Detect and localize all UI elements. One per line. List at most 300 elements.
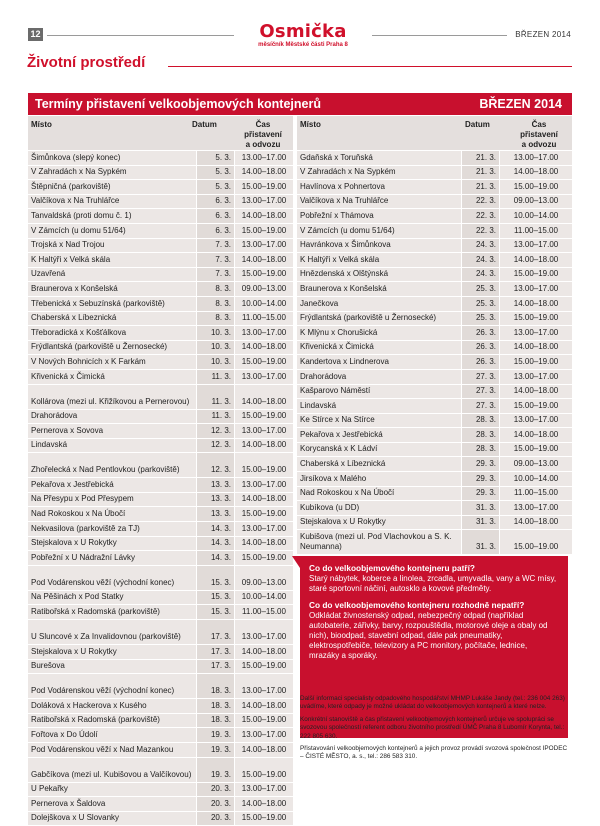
cell-time: 11.00–15.00 bbox=[235, 312, 293, 326]
cell-time: 14.00–18.00 bbox=[235, 797, 293, 811]
cell-date: 27. 3. bbox=[462, 399, 500, 413]
note-contact: Konkrétní stanoviště a čas přistavení velkoobjemových kontejnerů určuje ve spolupráci se svozovou společností referent odboru životního prostředí ÚMČ Praha 8 Lubomír Korynta, tel.: 222 805 630. bbox=[300, 715, 565, 740]
cell-place: Drahorádova bbox=[297, 370, 462, 384]
cell-date: 29. 3. bbox=[462, 472, 500, 486]
cell-date: 13. 3. bbox=[197, 493, 235, 507]
cell-place: Pod Vodárenskou věží (východní konec) bbox=[28, 566, 197, 590]
table-row bbox=[28, 620, 293, 645]
cell-time: 15.00–19.00 bbox=[235, 268, 293, 282]
cell-time: 14.00–18.00 bbox=[235, 439, 293, 453]
cell-date: 15. 3. bbox=[197, 605, 235, 619]
table-row bbox=[28, 209, 293, 224]
table-row bbox=[297, 224, 572, 239]
cell-time: 14.00–18.00 bbox=[235, 493, 293, 507]
cell-date: 21. 3. bbox=[462, 151, 500, 165]
table-row bbox=[28, 370, 293, 385]
cell-date: 24. 3. bbox=[462, 253, 500, 267]
cell-date: 5. 3. bbox=[197, 180, 235, 194]
cell-date: 17. 3. bbox=[197, 645, 235, 659]
cell-place: Dolejškova x U Slovanky bbox=[28, 812, 197, 826]
cell-time: 13.00–17.00 bbox=[235, 783, 293, 797]
cell-date: 13. 3. bbox=[197, 478, 235, 492]
table-row bbox=[297, 195, 572, 210]
table-row bbox=[297, 180, 572, 195]
cell-date: 7. 3. bbox=[197, 268, 235, 282]
cell-time: 13.00–17.00 bbox=[235, 370, 293, 384]
cell-place: Chaberská x Líbeznická bbox=[297, 457, 462, 471]
cell-date: 31. 3. bbox=[462, 501, 500, 515]
table-row bbox=[28, 537, 293, 552]
table-row bbox=[28, 645, 293, 660]
header-place: Místo bbox=[31, 120, 52, 129]
cell-date: 7. 3. bbox=[197, 239, 235, 253]
cell-time: 09.00–13.00 bbox=[235, 282, 293, 296]
table-row bbox=[28, 312, 293, 327]
table-row bbox=[28, 253, 293, 268]
cell-date: 6. 3. bbox=[197, 195, 235, 209]
cell-time: 13.00–17.00 bbox=[235, 151, 293, 165]
table-row bbox=[297, 399, 572, 414]
table-row bbox=[28, 758, 293, 783]
cell-date: 28. 3. bbox=[462, 414, 500, 428]
cell-date: 20. 3. bbox=[197, 783, 235, 797]
info-answer-allowed: Starý nábytek, koberce a linolea, zrcadla, umyvadla, vany a WC mísy, staré sportovní náčiní, autosklo a kovové předměty. bbox=[309, 574, 557, 593]
cell-time: 13.00–17.00 bbox=[500, 282, 572, 296]
table-row bbox=[297, 312, 572, 327]
table-row bbox=[28, 453, 293, 478]
cell-time: 13.00–17.00 bbox=[235, 522, 293, 536]
cell-place: Nad Rokoskou x Na Úbočí bbox=[297, 487, 462, 501]
cell-date: 15. 3. bbox=[197, 591, 235, 605]
cell-place: Pernerova x Šaldova bbox=[28, 797, 197, 811]
cell-place: V Zámcích (u domu 51/64) bbox=[297, 224, 462, 238]
header-time: Čas přistavení a odvozu bbox=[520, 120, 558, 149]
cell-date: 11. 3. bbox=[197, 385, 235, 409]
section-rule bbox=[168, 66, 572, 67]
cell-time: 15.00–19.00 bbox=[235, 410, 293, 424]
cell-time: 14.00–18.00 bbox=[500, 341, 572, 355]
cell-time: 15.00–19.00 bbox=[235, 551, 293, 565]
table-row bbox=[28, 605, 293, 620]
cell-date: 5. 3. bbox=[197, 151, 235, 165]
cell-date: 13. 3. bbox=[197, 507, 235, 521]
cell-date: 18. 3. bbox=[197, 714, 235, 728]
cell-place: Stejskalova x U Rokytky bbox=[297, 516, 462, 530]
cell-time: 13.00–17.00 bbox=[235, 326, 293, 340]
cell-time: 15.00–19.00 bbox=[235, 180, 293, 194]
cell-place: Lindavská bbox=[28, 439, 197, 453]
cell-place: Korycanská x K Ládví bbox=[297, 443, 462, 457]
cell-place: Pod Vodárenskou věží (východní konec) bbox=[28, 674, 197, 698]
cell-time: 09.00–13.00 bbox=[500, 195, 572, 209]
cell-time: 14.00–18.00 bbox=[235, 385, 293, 409]
table-row bbox=[297, 166, 572, 181]
cell-place: Pobřežní x Thámova bbox=[297, 209, 462, 223]
table-row bbox=[297, 370, 572, 385]
table-row bbox=[28, 166, 293, 181]
cell-time: 15.00–19.00 bbox=[235, 660, 293, 674]
cell-time: 14.00–18.00 bbox=[235, 537, 293, 551]
cell-date: 25. 3. bbox=[462, 312, 500, 326]
cell-place: Pernerova x Sovova bbox=[28, 424, 197, 438]
table-row bbox=[297, 428, 572, 443]
note-mhmp: Další informaci specialisty odpadového hospodářství MHMP Lukáše Jandy (tel.: 236 004 263) uvádíme, které odpady je možné ukládat do velkoobjemových kontejnerů a které nelze. bbox=[300, 695, 565, 711]
cell-time: 14.00–18.00 bbox=[500, 253, 572, 267]
table-row bbox=[28, 566, 293, 591]
cell-place: Na Přesypu x Pod Přesypem bbox=[28, 493, 197, 507]
table-row bbox=[28, 268, 293, 283]
table-row bbox=[28, 660, 293, 675]
table-row bbox=[297, 239, 572, 254]
cell-date: 22. 3. bbox=[462, 195, 500, 209]
cell-time: 15.00–19.00 bbox=[235, 714, 293, 728]
cell-date: 26. 3. bbox=[462, 326, 500, 340]
cell-date: 27. 3. bbox=[462, 370, 500, 384]
cell-date: 26. 3. bbox=[462, 355, 500, 369]
cell-date: 14. 3. bbox=[197, 522, 235, 536]
cell-time: 15.00–19.00 bbox=[235, 355, 293, 369]
cell-place: Ratibořská x Radomská (parkoviště) bbox=[28, 714, 197, 728]
cell-date: 19. 3. bbox=[197, 758, 235, 782]
table-body bbox=[297, 151, 572, 555]
table-row bbox=[28, 224, 293, 239]
cell-date: 18. 3. bbox=[197, 674, 235, 698]
cell-place: Pod Vodárenskou věží x Nad Mazankou bbox=[28, 743, 197, 757]
cell-time: 15.00–19.00 bbox=[500, 180, 572, 194]
cell-place: Stejskalova x U Rokytky bbox=[28, 537, 197, 551]
cell-place: Šimůnkova (slepý konec) bbox=[28, 151, 197, 165]
table-row bbox=[28, 728, 293, 743]
cell-date: 8. 3. bbox=[197, 297, 235, 311]
table-row bbox=[28, 699, 293, 714]
cell-date: 31. 3. bbox=[462, 530, 500, 554]
table-body bbox=[28, 151, 293, 826]
page-number: 12 bbox=[28, 28, 43, 41]
table-row bbox=[28, 493, 293, 508]
cell-place: Trojská x Nad Trojou bbox=[28, 239, 197, 253]
cell-date: 28. 3. bbox=[462, 443, 500, 457]
cell-date: 24. 3. bbox=[462, 268, 500, 282]
table-row bbox=[28, 812, 293, 826]
table-row bbox=[28, 355, 293, 370]
header-date: Datum bbox=[192, 120, 217, 129]
cell-place: Křivenická x Čimická bbox=[28, 370, 197, 384]
table-row bbox=[28, 151, 293, 166]
cell-date: 6. 3. bbox=[197, 224, 235, 238]
cell-place: Nad Rokoskou x Na Úbočí bbox=[28, 507, 197, 521]
cell-date: 25. 3. bbox=[462, 297, 500, 311]
cell-time: 14.00–18.00 bbox=[235, 699, 293, 713]
cell-place: Lindavská bbox=[297, 399, 462, 413]
cell-date: 20. 3. bbox=[197, 797, 235, 811]
cell-place: Nekvasilova (parkoviště za TJ) bbox=[28, 522, 197, 536]
cell-date: 22. 3. bbox=[462, 224, 500, 238]
header-rule-left bbox=[47, 35, 234, 36]
table-row bbox=[28, 410, 293, 425]
table-row bbox=[28, 674, 293, 699]
table-row bbox=[297, 414, 572, 429]
cell-time: 14.00–18.00 bbox=[500, 516, 572, 530]
section-title: Životní prostředí bbox=[27, 54, 146, 71]
info-question-allowed: Co do velkoobjemového kontejneru patří? bbox=[309, 563, 475, 573]
cell-place: Havlínova x Pohnertova bbox=[297, 180, 462, 194]
cell-date: 20. 3. bbox=[197, 812, 235, 826]
table-row bbox=[28, 282, 293, 297]
cell-time: 13.00–17.00 bbox=[235, 424, 293, 438]
cell-time: 14.00–18.00 bbox=[500, 385, 572, 399]
cell-place: Gabčíkova (mezi ul. Kubišovou a Valčíkovou) bbox=[28, 758, 197, 782]
table-row bbox=[297, 253, 572, 268]
cell-date: 10. 3. bbox=[197, 341, 235, 355]
header-place: Místo bbox=[300, 120, 321, 129]
cell-place: Kandertova x Lindnerova bbox=[297, 355, 462, 369]
cell-place: Štěpničná (parkoviště) bbox=[28, 180, 197, 194]
cell-date: 26. 3. bbox=[462, 341, 500, 355]
cell-time: 11.00–15.00 bbox=[500, 224, 572, 238]
cell-place: Kubišova (mezi ul. Pod Vlachovkou a S. K. Neumanna) bbox=[297, 530, 462, 554]
header-rule-right bbox=[372, 35, 507, 36]
cell-time: 15.00–19.00 bbox=[235, 507, 293, 521]
footnotes bbox=[300, 695, 572, 766]
table-row bbox=[297, 326, 572, 341]
cell-time: 13.00–17.00 bbox=[500, 414, 572, 428]
table-row bbox=[297, 341, 572, 356]
table-row bbox=[28, 195, 293, 210]
cell-time: 14.00–18.00 bbox=[235, 253, 293, 267]
table-row bbox=[28, 341, 293, 356]
cell-date: 17. 3. bbox=[197, 620, 235, 644]
cell-time: 15.00–19.00 bbox=[235, 812, 293, 826]
table-row bbox=[297, 355, 572, 370]
cell-place: Ratibořská x Radomská (parkoviště) bbox=[28, 605, 197, 619]
cell-time: 15.00–19.00 bbox=[500, 399, 572, 413]
banner-title: Termíny přistavení velkoobjemových kontejnerů bbox=[35, 97, 321, 111]
cell-time: 14.00–18.00 bbox=[500, 297, 572, 311]
cell-place: Braunerova x Konšelská bbox=[28, 282, 197, 296]
table-banner bbox=[28, 93, 572, 115]
table-row bbox=[28, 439, 293, 454]
cell-place: Frýdlantská (parkoviště u Žernosecké) bbox=[297, 312, 462, 326]
cell-place: Pekařova x Jestřebická bbox=[28, 478, 197, 492]
cell-place: Kašparovo Náměstí bbox=[297, 385, 462, 399]
cell-time: 13.00–17.00 bbox=[500, 501, 572, 515]
cell-date: 14. 3. bbox=[197, 551, 235, 565]
cell-date: 10. 3. bbox=[197, 326, 235, 340]
cell-place: Ke Stírce x Na Stírce bbox=[297, 414, 462, 428]
cell-date: 7. 3. bbox=[197, 253, 235, 267]
issue-date: BŘEZEN 2014 bbox=[515, 30, 571, 39]
info-question-forbidden: Co do velkoobjemového kontejneru rozhodně nepatří? bbox=[309, 600, 525, 610]
table-row bbox=[28, 522, 293, 537]
cell-place: Gdaňská x Toruňská bbox=[297, 151, 462, 165]
cell-time: 14.00–18.00 bbox=[235, 209, 293, 223]
cell-place: Frýdlantská (parkoviště u Žernosecké) bbox=[28, 341, 197, 355]
cell-time: 13.00–17.00 bbox=[235, 620, 293, 644]
cell-date: 25. 3. bbox=[462, 282, 500, 296]
cell-date: 29. 3. bbox=[462, 457, 500, 471]
cell-place: Braunerova x Konšelská bbox=[297, 282, 462, 296]
table-row bbox=[28, 783, 293, 798]
table-header bbox=[297, 116, 572, 151]
cell-time: 10.00–14.00 bbox=[500, 209, 572, 223]
cell-date: 14. 3. bbox=[197, 537, 235, 551]
cell-time: 15.00–19.00 bbox=[500, 268, 572, 282]
table-row bbox=[28, 591, 293, 606]
cell-place: Pobřežní x U Nádražní Lávky bbox=[28, 551, 197, 565]
cell-place: U Sluncové x Za Invalidovnou (parkoviště) bbox=[28, 620, 197, 644]
table-row bbox=[297, 151, 572, 166]
cell-time: 11.00–15.00 bbox=[235, 605, 293, 619]
cell-time: 13.00–17.00 bbox=[235, 478, 293, 492]
table-row bbox=[28, 507, 293, 522]
table-header bbox=[28, 116, 293, 151]
cell-place: Fořtova x Do Údolí bbox=[28, 728, 197, 742]
cell-time: 13.00–17.00 bbox=[235, 728, 293, 742]
cell-place: Třeboradická x Košťálkova bbox=[28, 326, 197, 340]
cell-time: 14.00–18.00 bbox=[235, 743, 293, 757]
table-row bbox=[297, 472, 572, 487]
table-row bbox=[297, 501, 572, 516]
cell-date: 8. 3. bbox=[197, 282, 235, 296]
table-row bbox=[297, 282, 572, 297]
cell-time: 15.00–19.00 bbox=[500, 443, 572, 457]
cell-time: 14.00–18.00 bbox=[235, 645, 293, 659]
table-row bbox=[28, 424, 293, 439]
cell-place: Jirsíkova x Malého bbox=[297, 472, 462, 486]
note-operator: Přistavování velkoobjemových kontejnerů a jejich provoz provádí svozová společnost IPODEC – ČISTÉ MĚSTO, a. s., tel.: 286 583 310. bbox=[300, 745, 568, 761]
cell-time: 14.00–18.00 bbox=[500, 166, 572, 180]
cell-place: Janečkova bbox=[297, 297, 462, 311]
cell-time: 14.00–18.00 bbox=[500, 428, 572, 442]
cell-place: K Haltýři x Velká skála bbox=[297, 253, 462, 267]
cell-date: 31. 3. bbox=[462, 516, 500, 530]
cell-time: 13.00–17.00 bbox=[235, 239, 293, 253]
cell-place: Tanvaldská (proti domu č. 1) bbox=[28, 209, 197, 223]
cell-time: 15.00–19.00 bbox=[500, 355, 572, 369]
cell-date: 27. 3. bbox=[462, 385, 500, 399]
table-row bbox=[28, 326, 293, 341]
cell-time: 10.00–14.00 bbox=[500, 472, 572, 486]
cell-place: Na Pěšinách x Pod Statky bbox=[28, 591, 197, 605]
cell-time: 09.00–13.00 bbox=[500, 457, 572, 471]
cell-date: 24. 3. bbox=[462, 239, 500, 253]
cell-date: 17. 3. bbox=[197, 660, 235, 674]
cell-time: 14.00–18.00 bbox=[235, 341, 293, 355]
cell-date: 12. 3. bbox=[197, 439, 235, 453]
table-row bbox=[28, 478, 293, 493]
cell-time: 15.00–19.00 bbox=[500, 312, 572, 326]
cell-date: 5. 3. bbox=[197, 166, 235, 180]
cell-place: Havránkova x Šimůnkova bbox=[297, 239, 462, 253]
table-row bbox=[297, 487, 572, 502]
table-row bbox=[28, 743, 293, 758]
cell-place: Valčíkova x Na Truhlářce bbox=[28, 195, 197, 209]
schedule-table-left bbox=[28, 116, 293, 826]
cell-time: 13.00–17.00 bbox=[500, 370, 572, 384]
cell-time: 15.00–19.00 bbox=[235, 453, 293, 477]
cell-date: 12. 3. bbox=[197, 424, 235, 438]
cell-place: Kubíkova (u DD) bbox=[297, 501, 462, 515]
cell-date: 18. 3. bbox=[197, 699, 235, 713]
cell-time: 09.00–13.00 bbox=[235, 566, 293, 590]
cell-date: 28. 3. bbox=[462, 428, 500, 442]
cell-date: 8. 3. bbox=[197, 312, 235, 326]
table-row bbox=[28, 180, 293, 195]
header-time: Čas přistavení a odvozu bbox=[244, 120, 282, 149]
cell-date: 21. 3. bbox=[462, 166, 500, 180]
table-row bbox=[297, 516, 572, 531]
cell-time: 15.00–19.00 bbox=[235, 758, 293, 782]
table-row bbox=[297, 268, 572, 283]
cell-time: 10.00–14.00 bbox=[235, 591, 293, 605]
cell-place: Drahorádova bbox=[28, 410, 197, 424]
cell-place: Pekařova x Jestřebická bbox=[297, 428, 462, 442]
cell-date: 15. 3. bbox=[197, 566, 235, 590]
cell-time: 11.00–15.00 bbox=[500, 487, 572, 501]
table-row bbox=[297, 530, 572, 555]
cell-time: 14.00–18.00 bbox=[235, 166, 293, 180]
table-row bbox=[297, 385, 572, 400]
logo-title: Osmička bbox=[259, 21, 347, 42]
cell-place: U Pekařky bbox=[28, 783, 197, 797]
table-row bbox=[28, 551, 293, 566]
header-date: Datum bbox=[465, 120, 490, 129]
cell-place: Chaberská x Líbeznická bbox=[28, 312, 197, 326]
cell-time: 13.00–17.00 bbox=[235, 674, 293, 698]
cell-date: 21. 3. bbox=[462, 180, 500, 194]
cell-place: Stejskalova x U Rokytky bbox=[28, 645, 197, 659]
schedule-table-right bbox=[297, 116, 572, 555]
cell-place: Třebenická x Sebuzínská (parkoviště) bbox=[28, 297, 197, 311]
cell-place: Burešova bbox=[28, 660, 197, 674]
cell-date: 11. 3. bbox=[197, 410, 235, 424]
cell-date: 10. 3. bbox=[197, 355, 235, 369]
cell-date: 22. 3. bbox=[462, 209, 500, 223]
banner-month: BŘEZEN 2014 bbox=[479, 97, 562, 111]
cell-place: K Mlýnu x Chorušická bbox=[297, 326, 462, 340]
info-answer-forbidden: Odkládat živnostenský odpad, nebezpečný odpad (například autobaterie, zářivky, barvy, rozpouštědla, motorové oleje a obaly od nich), bioodpad, stavební odpad, dále pak pneumatiky, elektrospotřebiče, televizory a PC monitory, počítače, lednice, mrazáky a sporáky. bbox=[309, 611, 548, 660]
cell-place: V Zámcích (u domu 51/64) bbox=[28, 224, 197, 238]
masthead-logo bbox=[236, 23, 370, 49]
cell-time: 15.00–19.00 bbox=[235, 224, 293, 238]
cell-date: 29. 3. bbox=[462, 487, 500, 501]
table-row bbox=[297, 443, 572, 458]
cell-time: 10.00–14.00 bbox=[235, 297, 293, 311]
cell-place: V Zahradách x Na Sypkém bbox=[297, 166, 462, 180]
cell-place: Doláková x Hackerova x Kusého bbox=[28, 699, 197, 713]
table-row bbox=[28, 297, 293, 312]
cell-date: 6. 3. bbox=[197, 209, 235, 223]
cell-place: Křivenická x Čimická bbox=[297, 341, 462, 355]
cell-date: 19. 3. bbox=[197, 728, 235, 742]
table-row bbox=[28, 797, 293, 812]
table-row bbox=[28, 714, 293, 729]
cell-place: Valčíkova x Na Truhlářce bbox=[297, 195, 462, 209]
cell-place: K Haltýři x Velká skála bbox=[28, 253, 197, 267]
cell-place: Uzavřená bbox=[28, 268, 197, 282]
cell-place: V Nových Bohnicích x K Farkám bbox=[28, 355, 197, 369]
cell-time: 13.00–17.00 bbox=[500, 326, 572, 340]
cell-time: 13.00–17.00 bbox=[235, 195, 293, 209]
cell-time: 13.00–17.00 bbox=[500, 151, 572, 165]
cell-place: Hnězdenská x Olštýnská bbox=[297, 268, 462, 282]
cell-time: 13.00–17.00 bbox=[500, 239, 572, 253]
cell-place: Zhořelecká x Nad Pentlovkou (parkoviště) bbox=[28, 453, 197, 477]
cell-place: V Zahradách x Na Sypkém bbox=[28, 166, 197, 180]
table-row bbox=[28, 385, 293, 410]
cell-time: 15.00–19.00 bbox=[500, 530, 572, 554]
cell-place: Kollárova (mezi ul. Křižíkovou a Pernerovou) bbox=[28, 385, 197, 409]
